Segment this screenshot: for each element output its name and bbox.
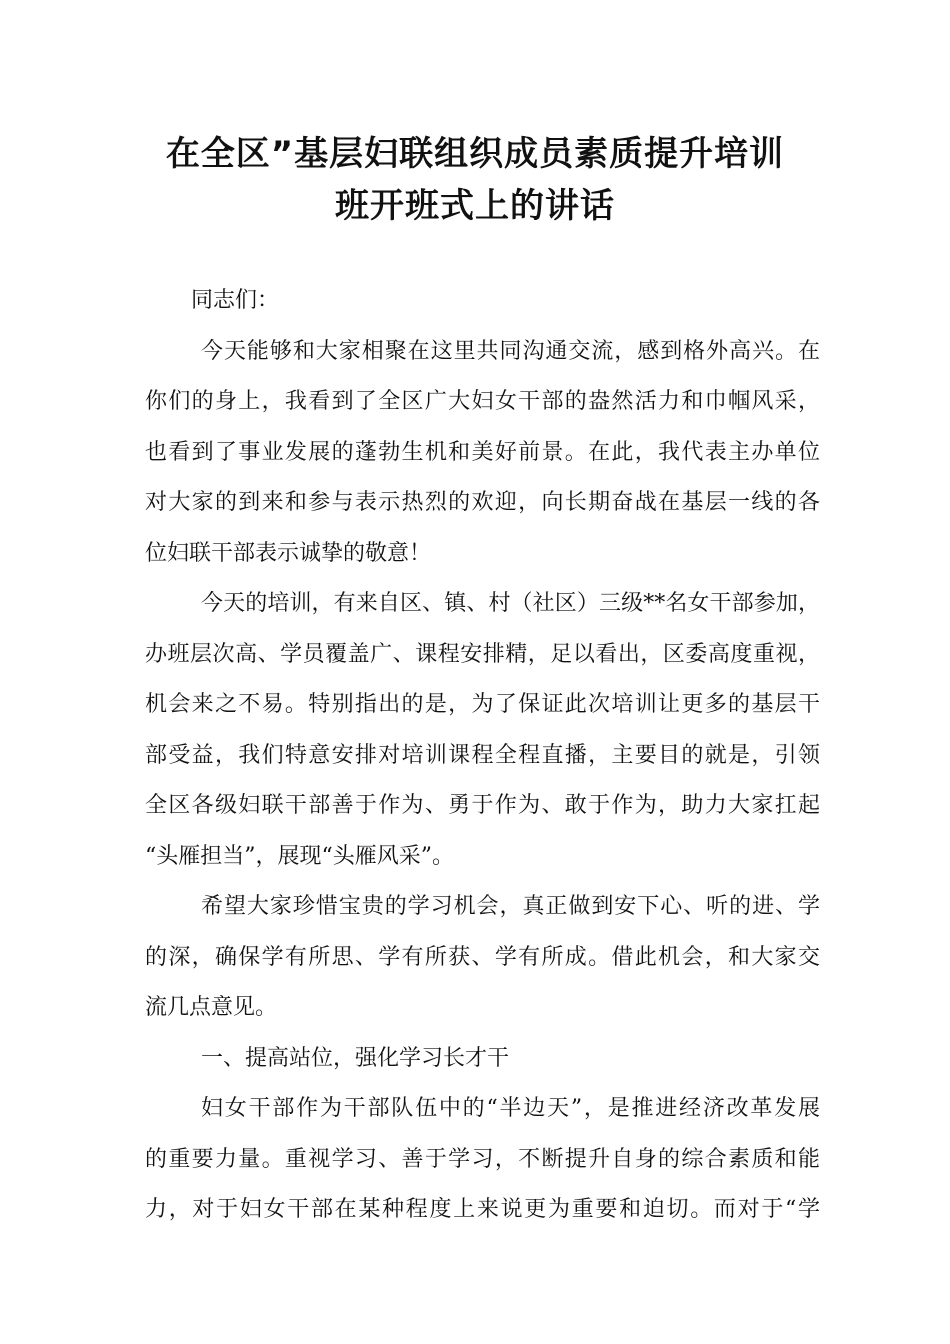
salutation: 同志们： — [191, 288, 280, 313]
title-line-2: 班开班式上的讲话 — [335, 186, 615, 226]
paragraph-line: 你们的身上，我看到了全区广大妇女干部的盎然活力和巾帼风采， — [145, 389, 820, 414]
paragraph-line: 机会来之不易。特别指出的是，为了保证此次培训让更多的基层干 — [145, 692, 820, 717]
paragraph-line: 希望大家珍惜宝贵的学习机会，真正做到安下心、听的进、学 — [201, 894, 820, 919]
paragraph-line: 流几点意见。 — [145, 995, 278, 1020]
paragraph-line: 的深，确保学有所思、学有所获、学有所成。借此机会，和大家交 — [145, 944, 820, 970]
paragraph-line: 对大家的到来和参与表示热烈的欢迎，向长期奋战在基层一线的各 — [145, 490, 820, 515]
document-title — [120, 128, 830, 232]
paragraph-line: 的重要力量。重视学习、善于学习，不断提升自身的综合素质和能 — [145, 1146, 820, 1172]
paragraph-3 — [145, 882, 820, 1034]
title-line-1: 在全区”基层妇联组织成员素质提升培训 — [165, 134, 785, 174]
paragraph-line: 妇女干部作为干部队伍中的“半边天”，是推进经济改革发展 — [201, 1096, 820, 1121]
paragraph-line: “头雁担当”，展现“头雁风采”。 — [145, 843, 454, 869]
paragraph-line: 今天的培训，有来自区、镇、村（社区）三级**名女干部参加， — [201, 591, 820, 616]
paragraph-4 — [145, 1084, 820, 1236]
paragraph-2 — [145, 579, 820, 882]
paragraph-line: 全区各级妇联干部善于作为、勇于作为、敢于作为，助力大家扛起 — [145, 793, 820, 818]
paragraph-line: 位妇联干部表示诚挚的敬意！ — [145, 540, 432, 566]
section-heading: 一、提高站位，强化学习长才干 — [201, 1045, 510, 1071]
paragraph-line: 办班层次高、学员覆盖广、课程安排精，足以看出，区委高度重视， — [145, 641, 820, 667]
paragraph-line: 也看到了事业发展的蓬勃生机和美好前景。在此，我代表主办单位 — [145, 439, 820, 465]
paragraph-line: 今天能够和大家相聚在这里共同沟通交流，感到格外高兴。在 — [201, 338, 820, 364]
paragraph-1 — [145, 327, 820, 580]
document-body — [145, 276, 820, 1236]
paragraph-line: 部受益，我们特意安排对培训课程全程直播，主要目的就是，引领 — [145, 742, 820, 768]
paragraph-line: 力，对于妇女干部在某种程度上来说更为重要和迫切。而对于“学 — [145, 1197, 820, 1222]
